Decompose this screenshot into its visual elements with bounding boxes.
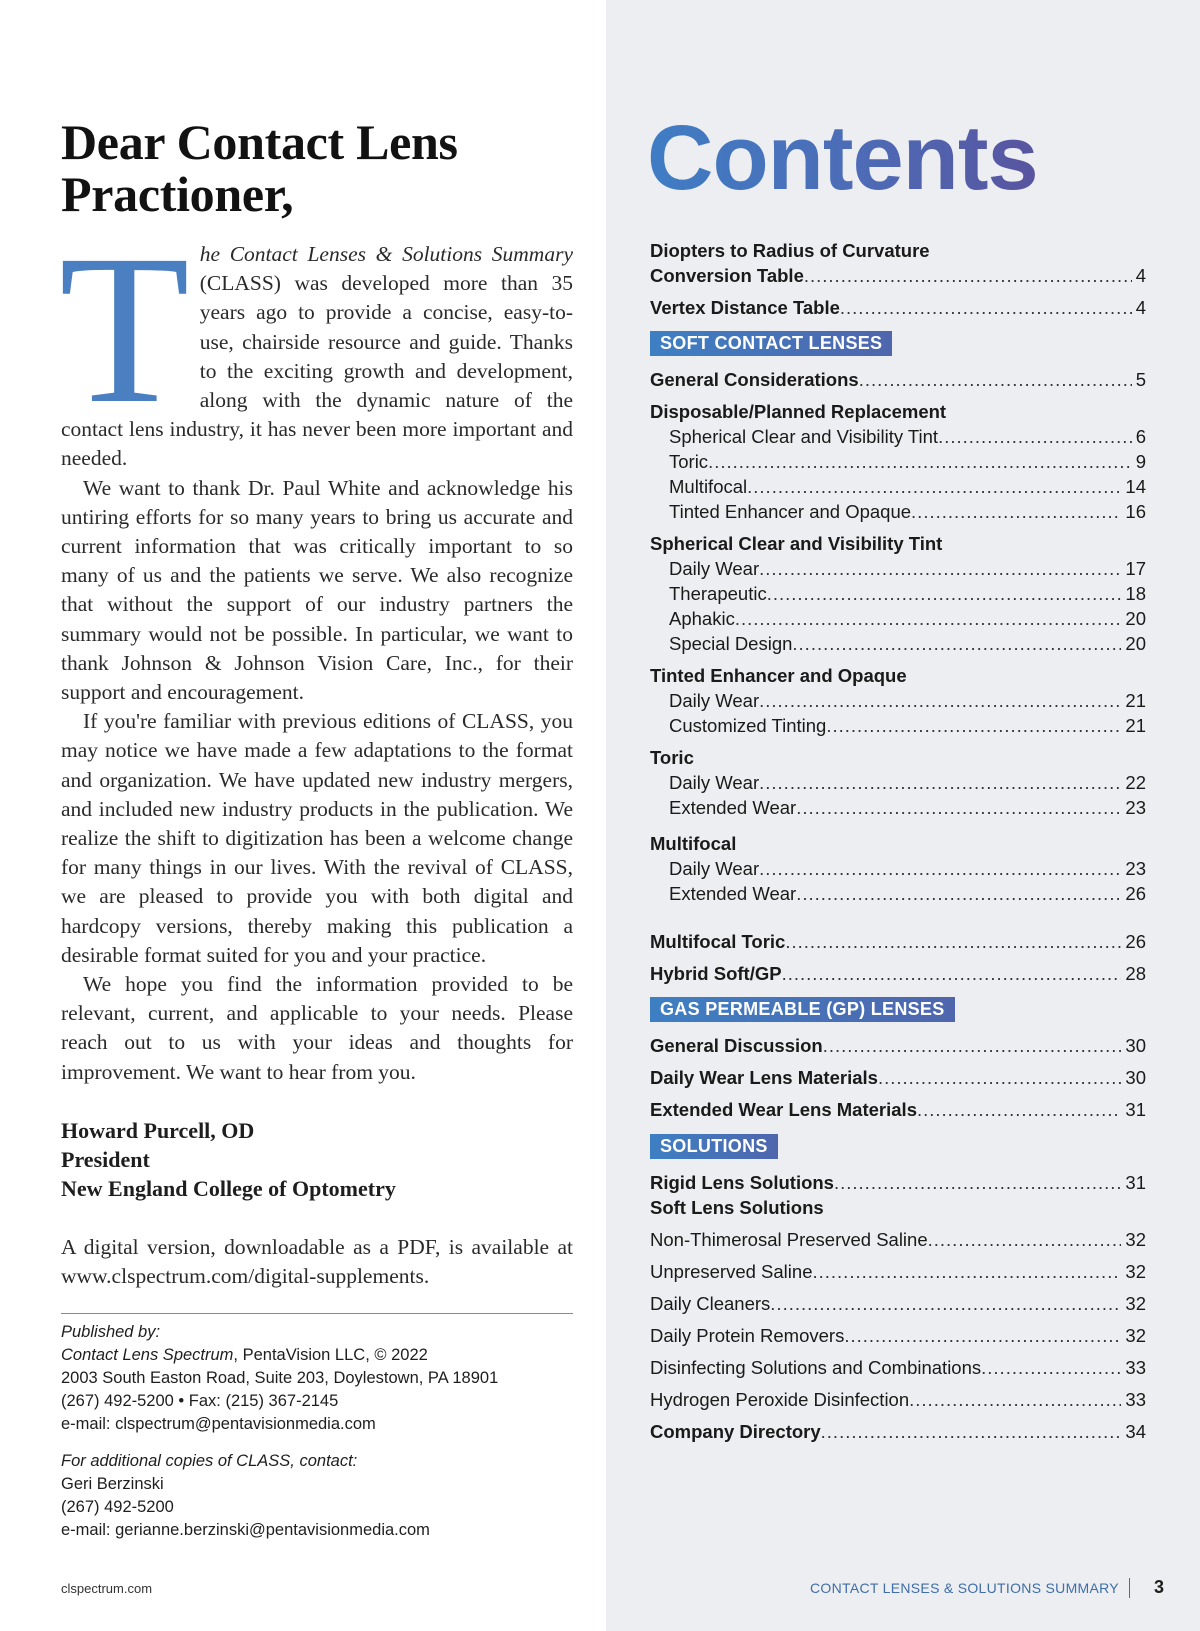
toc-page-number: 17 xyxy=(1125,558,1146,579)
toc-entry[interactable] xyxy=(650,1033,1146,1058)
toc-entry-label: Company Directory xyxy=(650,1421,821,1442)
toc-entry-label: Daily Wear xyxy=(669,690,760,711)
toc-leader-dots xyxy=(796,795,1121,820)
toc-page-number: 23 xyxy=(1125,797,1146,818)
toc-entry-label: Special Design xyxy=(669,633,793,654)
toc-spacer xyxy=(650,1380,1146,1387)
digital-version-note: A digital version, downloadable as a PDF, is available at www.clspectrum.com/digital-supplements. xyxy=(61,1235,573,1288)
toc-page-number: 32 xyxy=(1125,1229,1146,1250)
letter-title xyxy=(61,116,581,220)
toc-entry-label: Hybrid Soft/GP xyxy=(650,963,782,984)
toc-leader-dots xyxy=(812,1259,1121,1284)
toc-spacer xyxy=(650,1252,1146,1259)
toc-entry-label: Conversion Table xyxy=(650,265,804,286)
toc-page-number: 20 xyxy=(1125,608,1146,629)
toc-page-number: 31 xyxy=(1125,1099,1146,1120)
toc-entry-label: Daily Wear xyxy=(669,558,760,579)
toc-entry[interactable] xyxy=(650,1387,1146,1412)
toc-leader-dots xyxy=(859,367,1132,392)
toc-page-number: 18 xyxy=(1125,583,1146,604)
copies-label: For additional copies of CLASS, contact: xyxy=(61,1452,358,1470)
toc-entry-label: Multifocal Toric xyxy=(650,931,786,952)
toc-entry[interactable] xyxy=(650,556,1146,581)
toc-entry[interactable] xyxy=(650,295,1146,320)
toc-leader-dots xyxy=(796,881,1121,906)
toc-entry[interactable] xyxy=(650,713,1146,738)
toc-page-number: 4 xyxy=(1135,265,1146,286)
toc-entry-label: Non-Thimerosal Preserved Saline xyxy=(650,1229,928,1250)
toc-leader-dots xyxy=(708,449,1132,474)
toc-entry[interactable] xyxy=(650,474,1146,499)
toc-page-number: 26 xyxy=(1125,883,1146,904)
toc-entry[interactable] xyxy=(650,1419,1146,1444)
publisher-company: , PentaVision LLC, © 2022 xyxy=(233,1346,428,1364)
toc-page-number: 33 xyxy=(1125,1389,1146,1410)
toc-page-number: 26 xyxy=(1125,931,1146,952)
publisher-info xyxy=(61,1321,581,1542)
toc-page-number: 21 xyxy=(1125,690,1146,711)
toc-entry-label: Multifocal xyxy=(669,476,748,497)
toc-entry-label: General Discussion xyxy=(650,1035,823,1056)
footer-publication: CONTACT LENSES & SOLUTIONS SUMMARY xyxy=(810,1579,1119,1596)
toc-heading: Spherical Clear and Visibility Tint xyxy=(650,533,943,554)
signature-block xyxy=(61,1116,573,1203)
table-of-contents xyxy=(650,238,1146,1444)
toc-section xyxy=(650,331,1146,356)
toc-entry-label: Rigid Lens Solutions xyxy=(650,1172,834,1193)
toc-page-number: 33 xyxy=(1125,1357,1146,1378)
toc-entry[interactable] xyxy=(650,795,1146,820)
toc-page-number: 30 xyxy=(1125,1035,1146,1056)
contact-email[interactable]: e-mail: gerianne.berzinski@pentavisionmedia.com xyxy=(61,1521,430,1539)
divider xyxy=(61,1313,573,1314)
footer-site[interactable]: clspectrum.com xyxy=(61,1581,153,1596)
toc-leader-dots xyxy=(785,929,1121,954)
letter-title-line2: Practioner, xyxy=(61,166,294,222)
toc-leader-dots xyxy=(759,770,1121,795)
publisher-name xyxy=(61,1344,581,1367)
toc-section-badge: SOFT CONTACT LENSES xyxy=(650,331,892,356)
letter-paragraph-2: We want to thank Dr. Paul White and acknowledge his untiring efforts for so many years to bring us accurate and current information that was critically important to so many of us and the patients we serve. We also recognize that without the support of our industry partners the summary would not be possible. In particular, we want to thank Johnson & Johnson Vision Care, Inc., for their support and encouragement. xyxy=(61,475,573,705)
toc-spacer xyxy=(650,738,1146,745)
toc-spacer xyxy=(650,1022,1146,1033)
toc-entry[interactable] xyxy=(650,881,1146,906)
contact-phone: (267) 492-5200 xyxy=(61,1498,174,1516)
toc-entry[interactable] xyxy=(650,499,1146,524)
toc-entry-label: Disinfecting Solutions and Combinations xyxy=(650,1357,982,1378)
letter-paragraph-4: We hope you find the information provided to be relevant, current, and applicable to your needs. Please reach out to us with your ideas and thoughts for improvement. We want to hear from you. xyxy=(61,972,573,1084)
toc-page-number: 23 xyxy=(1125,858,1146,879)
toc-spacer xyxy=(650,1122,1146,1134)
toc-page-number: 31 xyxy=(1125,1172,1146,1193)
letter-title-line1: Dear Contact Lens xyxy=(61,114,458,170)
toc-section-badge: GAS PERMEABLE (GP) LENSES xyxy=(650,997,955,1022)
toc-entry-label: Vertex Distance Table xyxy=(650,297,840,318)
toc-page-number: 21 xyxy=(1125,715,1146,736)
toc-section xyxy=(650,1134,1146,1159)
toc-section-badge: SOLUTIONS xyxy=(650,1134,778,1159)
toc-page-number: 32 xyxy=(1125,1261,1146,1282)
toc-spacer xyxy=(650,656,1146,663)
toc-leader-dots xyxy=(840,295,1132,320)
toc-spacer xyxy=(650,1159,1146,1170)
signature-role: President xyxy=(61,1147,150,1172)
toc-entry-label: Daily Protein Removers xyxy=(650,1325,845,1346)
page-number: 3 xyxy=(1153,1577,1165,1597)
letter-paragraph-1 xyxy=(59,211,573,474)
toc-spacer xyxy=(650,356,1146,367)
letter-body xyxy=(59,211,573,1087)
toc-leader-dots xyxy=(826,713,1121,738)
toc-heading: Disposable/Planned Replacement xyxy=(650,401,947,422)
toc-entry[interactable] xyxy=(650,606,1146,631)
toc-spacer xyxy=(650,1220,1146,1227)
signature-org: New England College of Optometry xyxy=(61,1176,396,1201)
toc-leader-dots xyxy=(917,1097,1121,1122)
letter-paragraph-1-text: (CLASS) was developed more than 35 years ago to provide a concise, easy-to-use, chairside resource and guide. Thanks to the exciting growth and development, along with the dynamic nature of the contact lens industry, it has never been more important and needed. xyxy=(61,271,573,471)
toc-entry[interactable] xyxy=(650,929,1146,954)
toc-entry-label: Toric xyxy=(669,451,709,472)
toc-entry[interactable] xyxy=(650,1355,1146,1380)
toc-spacer xyxy=(650,1348,1146,1355)
toc-entry-label: Daily Wear xyxy=(669,858,760,879)
toc-leader-dots xyxy=(909,1387,1121,1412)
toc-spacer xyxy=(650,524,1146,531)
toc-entry-label: Daily Wear Lens Materials xyxy=(650,1067,878,1088)
toc-page-number: 6 xyxy=(1135,426,1146,447)
toc-entry-label: General Considerations xyxy=(650,369,859,390)
toc-page-number: 30 xyxy=(1125,1067,1146,1088)
toc-leader-dots xyxy=(911,499,1121,524)
toc-leader-dots xyxy=(821,1419,1122,1444)
toc-spacer xyxy=(650,1316,1146,1323)
toc-leader-dots xyxy=(759,556,1121,581)
toc-leader-dots xyxy=(792,631,1121,656)
toc-entry-label: Extended Wear xyxy=(669,883,797,904)
toc-heading: Diopters to Radius of Curvature xyxy=(650,240,930,261)
toc-entry[interactable] xyxy=(650,688,1146,713)
toc-entry[interactable] xyxy=(650,1097,1146,1122)
toc-entry[interactable] xyxy=(650,1227,1146,1252)
toc-entry-label: Therapeutic xyxy=(669,583,767,604)
toc-leader-dots xyxy=(767,581,1122,606)
page-footer xyxy=(810,1577,1164,1598)
toc-page-number: 14 xyxy=(1125,476,1146,497)
toc-entry[interactable] xyxy=(650,367,1146,392)
toc-spacer xyxy=(650,1090,1146,1097)
toc-spacer xyxy=(650,288,1146,295)
published-by-label: Published by: xyxy=(61,1323,161,1341)
publication-name: he Contact Lenses & Solutions Summary xyxy=(199,242,573,266)
toc-heading: Toric xyxy=(650,747,694,768)
toc-entry[interactable] xyxy=(650,856,1146,881)
toc-leader-dots xyxy=(844,1323,1121,1348)
drop-cap: T xyxy=(59,211,190,448)
toc-entry[interactable] xyxy=(650,1065,1146,1090)
toc-page-number: 4 xyxy=(1135,297,1146,318)
toc-page-number: 32 xyxy=(1125,1325,1146,1346)
toc-leader-dots xyxy=(834,1170,1121,1195)
toc-heading: Soft Lens Solutions xyxy=(650,1197,824,1218)
toc-entry-label: Hydrogen Peroxide Disinfection xyxy=(650,1389,910,1410)
toc-spacer xyxy=(650,820,1146,831)
publisher-email[interactable]: e-mail: clspectrum@pentavisionmedia.com xyxy=(61,1415,376,1433)
toc-entry[interactable] xyxy=(650,1323,1146,1348)
toc-entry[interactable] xyxy=(650,581,1146,606)
signature-name: Howard Purcell, OD xyxy=(61,1118,255,1143)
toc-entry-label: Aphakic xyxy=(669,608,735,629)
publisher-address: 2003 South Easton Road, Suite 203, Doylestown, PA 18901 xyxy=(61,1369,499,1387)
toc-leader-dots xyxy=(735,606,1122,631)
toc-spacer xyxy=(650,320,1146,331)
toc-entry[interactable] xyxy=(650,424,1146,449)
toc-page-number: 5 xyxy=(1135,369,1146,390)
toc-entry-label: Extended Wear xyxy=(669,797,797,818)
toc-entry-label: Daily Cleaners xyxy=(650,1293,771,1314)
toc-entry[interactable] xyxy=(650,1291,1146,1316)
toc-entry[interactable] xyxy=(650,961,1146,986)
toc-page-number: 9 xyxy=(1135,451,1146,472)
toc-spacer xyxy=(650,906,1146,929)
toc-leader-dots xyxy=(823,1033,1122,1058)
publisher-phone: (267) 492-5200 • Fax: (215) 367-2145 xyxy=(61,1392,339,1410)
toc-page-number: 32 xyxy=(1125,1293,1146,1314)
toc-leader-dots xyxy=(938,424,1132,449)
contents-title: Contents xyxy=(647,107,1038,209)
toc-spacer xyxy=(650,954,1146,961)
toc-page-number: 20 xyxy=(1125,633,1146,654)
toc-page-number: 28 xyxy=(1125,963,1146,984)
toc-heading: Tinted Enhancer and Opaque xyxy=(650,665,907,686)
publisher-magazine: Contact Lens Spectrum xyxy=(61,1346,234,1364)
toc-page-number: 16 xyxy=(1125,501,1146,522)
toc-entry-label: Spherical Clear and Visibility Tint xyxy=(669,426,939,447)
toc-entry[interactable] xyxy=(650,1170,1146,1195)
toc-entry[interactable] xyxy=(650,770,1146,795)
toc-page-number: 34 xyxy=(1125,1421,1146,1442)
toc-leader-dots xyxy=(981,1355,1121,1380)
toc-entry-label: Tinted Enhancer and Opaque xyxy=(669,501,912,522)
toc-leader-dots xyxy=(747,474,1121,499)
toc-entry-label: Unpreserved Saline xyxy=(650,1261,813,1282)
toc-spacer xyxy=(650,986,1146,997)
toc-spacer xyxy=(650,1284,1146,1291)
toc-leader-dots xyxy=(770,1291,1121,1316)
toc-section xyxy=(650,997,1146,1022)
contents-column xyxy=(606,0,1200,1631)
toc-entry[interactable] xyxy=(650,631,1146,656)
toc-page-number: 22 xyxy=(1125,772,1146,793)
toc-entry[interactable] xyxy=(650,263,1146,288)
contact-name: Geri Berzinski xyxy=(61,1475,164,1493)
toc-leader-dots xyxy=(878,1065,1121,1090)
letter-paragraph-3: If you're familiar with previous editions of CLASS, you may notice we have made a few adaptations to the format and organization. We have updated new industry mergers, and included new industry products in the publication. We realize the shift to digitization has been a welcome change for many things in our lives. With the revival of CLASS, we are pleased to provide you with both digital and hardcopy versions, thereby making this publication a desirable format suited for you and your practice. xyxy=(61,709,573,967)
toc-entry-label: Customized Tinting xyxy=(669,715,827,736)
toc-entry-label: Daily Wear xyxy=(669,772,760,793)
toc-spacer xyxy=(650,1412,1146,1419)
toc-entry[interactable] xyxy=(650,1259,1146,1284)
toc-leader-dots xyxy=(804,263,1132,288)
toc-spacer xyxy=(650,392,1146,399)
toc-entry-label: Extended Wear Lens Materials xyxy=(650,1099,917,1120)
toc-leader-dots xyxy=(928,1227,1122,1252)
footer-divider xyxy=(1129,1578,1130,1598)
toc-leader-dots xyxy=(759,688,1121,713)
toc-entry[interactable] xyxy=(650,449,1146,474)
toc-heading: Multifocal xyxy=(650,833,737,854)
toc-spacer xyxy=(650,1058,1146,1065)
toc-leader-dots xyxy=(782,961,1122,986)
toc-leader-dots xyxy=(759,856,1121,881)
